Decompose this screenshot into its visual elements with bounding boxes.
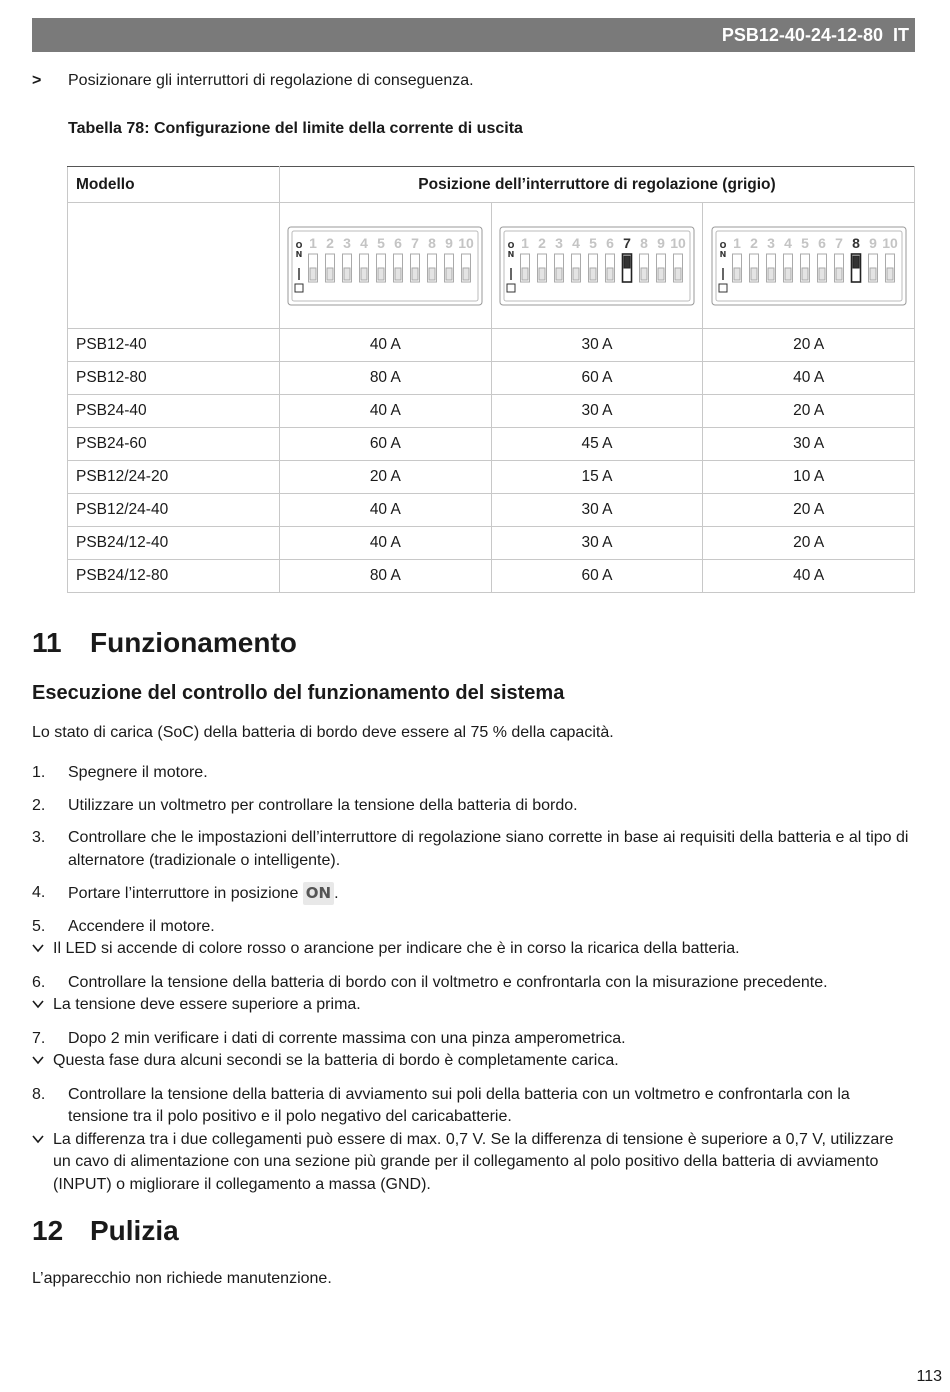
current-limit-cell: 60 A	[491, 362, 703, 395]
current-limit-cell: 60 A	[280, 428, 492, 461]
switch-knob	[590, 268, 596, 280]
switch-knob	[412, 268, 418, 280]
current-limit-cell: 40 A	[703, 560, 915, 593]
switch-knob	[446, 268, 452, 280]
switch-knob	[624, 256, 630, 268]
switch-knob	[344, 268, 350, 280]
step-number: 5.	[32, 917, 46, 935]
step-block	[32, 795, 912, 818]
model-cell: PSB24-60	[68, 428, 280, 461]
switch-number: 1	[521, 234, 529, 251]
step-text: Controllare la tensione della batteria di avviamento sui poli della batteria con un voltmetro e confrontarla con la tensione tra il polo positivo e il polo negativo del caricabatterie.	[68, 1085, 850, 1125]
document-title: PSB12-40-24-12-80	[721, 24, 883, 45]
section-title: Funzionamento	[90, 627, 297, 658]
step-text: Dopo 2 min verificare i dati di corrente massima con una pinza amperometrica.	[68, 1029, 626, 1047]
table-row	[68, 461, 915, 494]
switch-number: 10	[458, 234, 475, 251]
switch-number: 7	[623, 234, 631, 251]
step-text: Utilizzare un voltmetro per controllare la tensione della batteria di bordo.	[68, 796, 578, 814]
step-number: 7.	[32, 1029, 46, 1047]
model-cell: PSB12-40	[68, 329, 280, 362]
current-limit-cell: 40 A	[280, 395, 492, 428]
intro-text: Posizionare gli interruttori di regolazione di conseguenza.	[68, 72, 474, 89]
step-number: 4.	[32, 884, 46, 901]
result-chevron-icon	[32, 994, 53, 1018]
switch-knob	[870, 268, 876, 280]
table-row	[68, 395, 915, 428]
section-title: Pulizia	[90, 1215, 179, 1246]
step-text: Spegnere il motore.	[68, 764, 208, 781]
step-text-wrap	[68, 972, 912, 995]
switch-knob	[675, 268, 681, 280]
current-limit-cell: 20 A	[703, 329, 915, 362]
table-row	[68, 329, 915, 362]
switch-knob	[429, 268, 435, 280]
step-text-wrap	[68, 882, 912, 906]
model-cell: PSB12/24-40	[68, 494, 280, 527]
step-text-wrap	[68, 762, 912, 785]
switch-number: 2	[538, 234, 546, 251]
on-position-badge: ON	[303, 882, 334, 905]
table-row	[68, 560, 915, 593]
step-block	[32, 972, 912, 1018]
switch-number: 6	[394, 234, 403, 251]
step-block	[32, 916, 912, 962]
switch-number: 10	[670, 234, 686, 251]
switch-knob	[573, 268, 579, 280]
step-block	[32, 1028, 912, 1074]
step-block	[32, 762, 912, 785]
instruction-marker: >	[32, 72, 42, 89]
switch-knob	[607, 268, 613, 280]
switch-knob	[361, 268, 367, 280]
section-11-intro: Lo stato di carica (SoC) della batteria di bordo deve essere al 75 % della capacità.	[32, 724, 614, 741]
section-number: 11	[32, 627, 62, 658]
section-number: 12	[32, 1215, 64, 1246]
result-chevron-icon	[32, 938, 53, 962]
current-limit-cell: 30 A	[703, 428, 915, 461]
on-label: O	[719, 240, 727, 250]
dip-switch-diagram	[703, 226, 914, 306]
step-result	[32, 1050, 912, 1074]
intro-instruction	[32, 72, 912, 90]
switch-knob	[836, 268, 842, 280]
header-model: Modello	[68, 167, 280, 203]
switch-number: 5	[800, 234, 809, 251]
section-11-heading	[32, 627, 297, 659]
step-text-after: .	[334, 885, 339, 902]
step-number: 8.	[32, 1085, 46, 1103]
current-limit-cell: 40 A	[703, 362, 915, 395]
step-item	[32, 795, 912, 818]
step-result	[32, 994, 912, 1018]
on-label: N	[719, 249, 727, 259]
on-label: O	[295, 240, 303, 250]
switch-knob	[641, 268, 647, 280]
model-cell: PSB24-40	[68, 395, 280, 428]
step-item	[32, 1028, 912, 1051]
switch-knob	[819, 268, 825, 280]
switch-number: 8	[640, 234, 648, 251]
switch-knob	[327, 268, 333, 280]
step-item	[32, 972, 912, 995]
current-limit-cell: 30 A	[491, 395, 703, 428]
step-item	[32, 882, 912, 906]
empty-cell	[68, 203, 280, 329]
switch-knob	[556, 268, 562, 280]
step-text: Controllare la tensione della batteria di bordo con il voltmetro e confrontarla con la misurazione precedente.	[68, 973, 828, 991]
result-chevron-icon	[32, 1129, 53, 1197]
current-limit-cell: 40 A	[280, 527, 492, 560]
current-limit-cell: 60 A	[491, 560, 703, 593]
switch-number: 4	[783, 234, 792, 251]
current-limit-cell: 40 A	[280, 494, 492, 527]
switch-number: 5	[589, 234, 597, 251]
section-12-text: L’apparecchio non richiede manutenzione.	[32, 1270, 332, 1287]
switch-knob	[751, 268, 757, 280]
table-row	[68, 428, 915, 461]
switch-cell	[491, 203, 703, 329]
current-limit-cell: 20 A	[703, 395, 915, 428]
switch-number: 3	[555, 234, 563, 251]
step-text-wrap	[68, 1028, 912, 1051]
table-caption: Tabella 78: Configurazione del limite della corrente di uscita	[68, 120, 523, 137]
current-limit-cell: 20 A	[703, 527, 915, 560]
step-text-wrap	[68, 827, 912, 872]
step-block	[32, 882, 912, 906]
switch-knob	[785, 268, 791, 280]
step-result	[32, 1129, 912, 1197]
step-item	[32, 916, 912, 939]
switch-number: 1	[309, 234, 318, 251]
result-chevron-icon	[32, 1050, 53, 1074]
model-cell: PSB12-80	[68, 362, 280, 395]
step-block	[32, 827, 912, 872]
switch-knob	[802, 268, 808, 280]
current-limit-cell: 45 A	[491, 428, 703, 461]
current-limit-cell: 10 A	[703, 461, 915, 494]
current-limit-cell: 30 A	[491, 527, 703, 560]
switch-knob	[658, 268, 664, 280]
header-position: Posizione dell’interruttore di regolazione (grigio)	[280, 167, 915, 203]
switch-number: 4	[572, 234, 580, 251]
table-row	[68, 527, 915, 560]
header-bar	[32, 18, 915, 52]
current-limit-cell: 15 A	[491, 461, 703, 494]
dip-switch-svg	[499, 226, 695, 306]
result-text: Il LED si accende di colore rosso o arancione per indicare che è in corso la ricarica della batteria.	[53, 940, 740, 957]
result-text: La tensione deve essere superiore a prima.	[53, 996, 361, 1013]
dip-switch-svg	[711, 226, 907, 306]
switch-number: 8	[428, 234, 437, 251]
switch-number: 2	[326, 234, 335, 251]
switch-number: 9	[657, 234, 665, 251]
step-number: 3.	[32, 829, 46, 846]
table-row	[68, 494, 915, 527]
switch-knob	[768, 268, 774, 280]
switch-number: 8	[851, 234, 860, 251]
result-text: Questa fase dura alcuni secondi se la batteria di bordo è completamente carica.	[53, 1052, 619, 1069]
switch-knob	[734, 268, 740, 280]
current-limit-cell: 30 A	[491, 494, 703, 527]
switch-knob	[522, 268, 528, 280]
current-limit-cell: 80 A	[280, 560, 492, 593]
switch-knob	[310, 268, 316, 280]
switch-number: 5	[377, 234, 386, 251]
step-number: 6.	[32, 973, 46, 991]
switch-knob	[395, 268, 401, 280]
switch-knob	[378, 268, 384, 280]
switch-knob	[887, 268, 893, 280]
switch-number: 7	[834, 234, 843, 251]
model-cell: PSB12/24-20	[68, 461, 280, 494]
step-block	[32, 1084, 912, 1197]
step-text: Controllare che le impostazioni dell’interruttore di regolazione siano corrette in base ai requisiti della batteria e al tipo di alternatore (tradizionale o intelligente).	[68, 829, 909, 869]
subsection-heading: Esecuzione del controllo del funzionamento del sistema	[32, 682, 565, 704]
on-label: O	[507, 240, 515, 250]
step-text: Accendere il motore.	[68, 917, 215, 935]
switch-cell	[280, 203, 492, 329]
section-12-heading	[32, 1215, 179, 1247]
switch-number: 9	[868, 234, 877, 251]
step-item	[32, 827, 912, 872]
current-limit-cell: 30 A	[491, 329, 703, 362]
switch-number: 2	[749, 234, 758, 251]
dip-switch-diagram	[280, 226, 491, 306]
on-label: N	[295, 249, 303, 259]
on-label: N	[507, 249, 515, 259]
table-row	[68, 362, 915, 395]
config-table	[67, 166, 915, 593]
step-item	[32, 1084, 912, 1129]
switch-number: 3	[766, 234, 775, 251]
current-limit-cell: 80 A	[280, 362, 492, 395]
step-list	[32, 762, 912, 1206]
switch-number: 10	[881, 234, 898, 251]
result-text: La differenza tra i due collegamenti può essere di max. 0,7 V. Se la differenza di tensione è superiore a 0,7 V, utilizzare un cavo di alimentazione con una sezione più grande per il collegamento al polo positivo della batteria di avviamento (INPUT) o migliorare il collegamento a massa (GND).	[53, 1130, 894, 1193]
switch-number: 7	[411, 234, 420, 251]
step-result	[32, 938, 912, 962]
dip-switch-diagram	[492, 226, 703, 306]
step-number: 1.	[32, 764, 46, 781]
switch-number: 1	[732, 234, 741, 251]
switch-number: 6	[606, 234, 614, 251]
step-text: Portare l’interruttore in posizione	[68, 885, 303, 902]
switch-number: 9	[445, 234, 454, 251]
step-item	[32, 762, 912, 785]
model-cell: PSB24/12-80	[68, 560, 280, 593]
current-limit-cell: 20 A	[280, 461, 492, 494]
switch-knob	[539, 268, 545, 280]
current-limit-cell: 40 A	[280, 329, 492, 362]
switch-knob	[853, 256, 859, 268]
step-text-wrap	[68, 1084, 912, 1129]
switch-number: 4	[360, 234, 369, 251]
step-text-wrap	[68, 795, 912, 818]
step-number: 2.	[32, 796, 46, 814]
switch-number: 3	[343, 234, 352, 251]
model-cell: PSB24/12-40	[68, 527, 280, 560]
switch-number: 6	[817, 234, 826, 251]
dip-switch-svg	[287, 226, 483, 306]
switch-diagram-row	[68, 203, 915, 329]
switch-knob	[463, 268, 469, 280]
step-text-wrap	[68, 916, 912, 939]
language-code: IT	[893, 24, 909, 45]
page-number: 113	[916, 1368, 942, 1385]
switch-cell	[703, 203, 915, 329]
current-limit-cell: 20 A	[703, 494, 915, 527]
